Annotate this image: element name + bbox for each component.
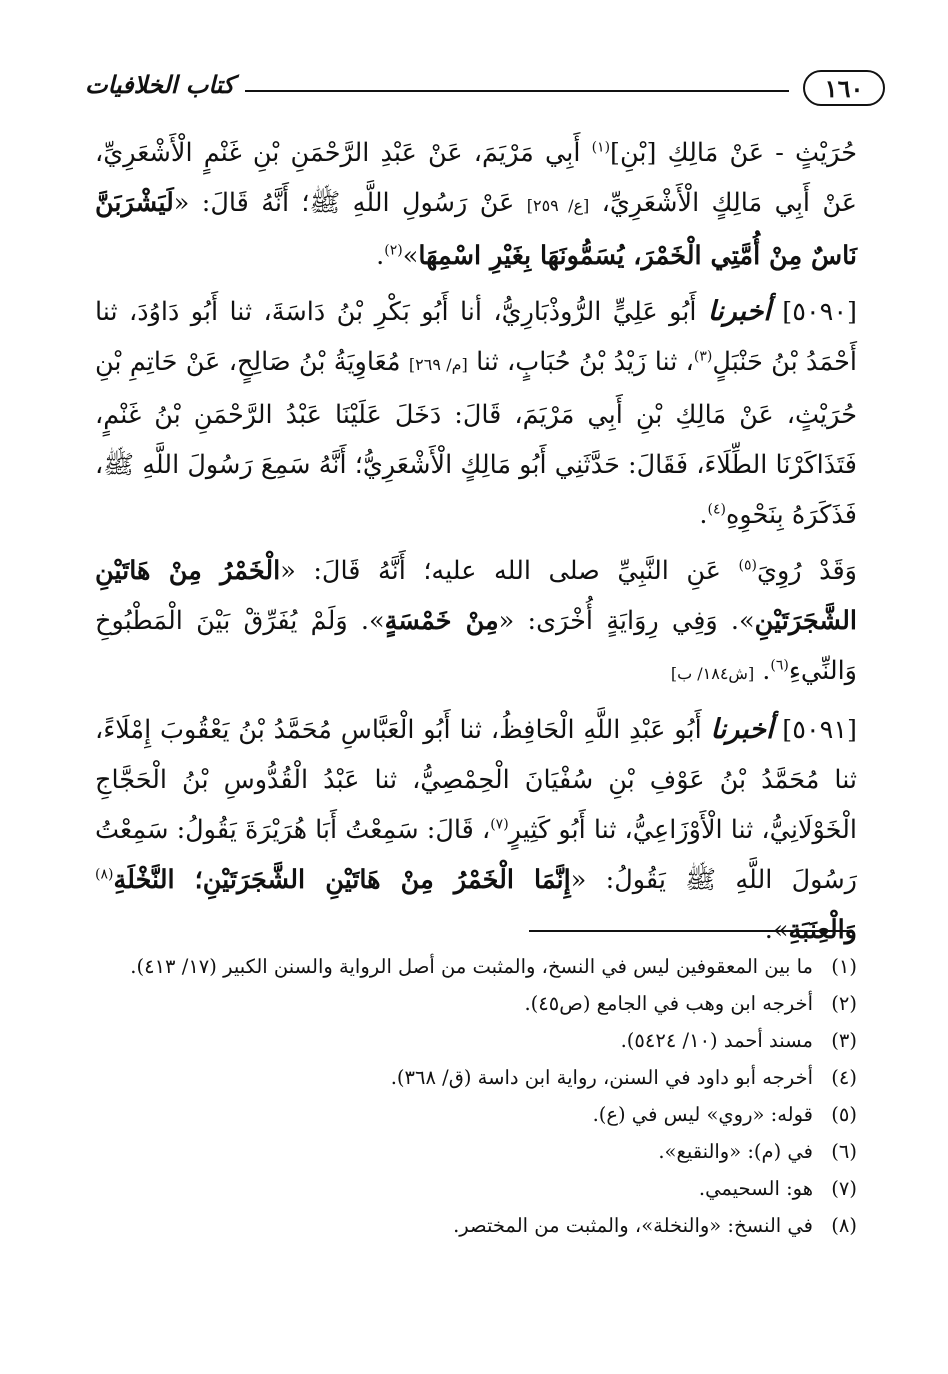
manuscript-ref: [ع/ ٢٥٩] bbox=[526, 196, 590, 215]
footnote bbox=[95, 1170, 857, 1207]
text: وَقَدْ رُوِيَ bbox=[757, 556, 858, 586]
hadith-number: [٥٠٩١] bbox=[782, 715, 857, 745]
text: ، ثنا زَيْدُ بْنُ حُبَابٍ، ثنا bbox=[467, 347, 694, 377]
footnote bbox=[95, 948, 857, 985]
footnote-text: ما بين المعقوفين ليس في النسخ، والمثبت من أصل الرواية والسنن الكبير (١٧/ ٤١٣). bbox=[130, 955, 813, 978]
akhbarana-label: أخبرنا bbox=[707, 296, 771, 327]
paragraph-5090 bbox=[95, 287, 857, 540]
hadith-quote: الْخَمْرُ مِنْ هَاتَيْنِ الشَّجَرَتَيْنِ bbox=[95, 556, 857, 636]
text: أَبِي مَرْيَمَ، عَنْ عَبْدِ الرَّحْمَنِ بْنِ غَنْمٍ الْأَشْعَرِيِّ، عَنْ أَبِي مَالِكٍ الْأَشْعَرِيِّ، bbox=[95, 138, 857, 218]
footnote-ref-1: (١) bbox=[591, 139, 611, 156]
footnote-text: في (م): «والنقيع». bbox=[658, 1140, 813, 1163]
header-rule bbox=[245, 90, 789, 92]
hadith-quote: مِنْ خَمْسَةٍ bbox=[384, 606, 499, 636]
footnote-number: (٦) bbox=[831, 1140, 857, 1163]
footnotes bbox=[95, 948, 857, 1244]
text: عَنْ رَسُولِ اللَّهِ ﷺ؛ أَنَّهُ قَالَ: « bbox=[173, 188, 527, 218]
text: ، قَالَ: سَمِعْتُ أَبَا هُرَيْرَةَ يَقُولُ: سَمِعْتُ رَسُولَ اللَّهِ ﷺ يَقُولُ: « bbox=[95, 815, 857, 895]
hadith-number: [٥٠٩٠] bbox=[782, 297, 857, 327]
text: مُعَاوِيَةُ بْنُ صَالِحٍ، عَنْ حَاتِمِ بْنِ حُرَيْثٍ، عَنْ مَالِكِ بْنِ أَبِي مَرْيَمَ، قَالَ: دَخَلَ عَلَيْنَا عَبْدُ الرَّحْمَنِ بْنُ غَنْمٍ، فَتَذَاكَرْنَا الطِّلَاءَ، فَقَالَ: حَدَّثَنِي أَبُو مَالِكٍ الْأَشْعَرِيُّ؛ أَنَّهُ سَمِعَ رَسُولَ اللَّهِ ﷺ، فَذَكَرَهُ بِنَحْوِهِ bbox=[95, 347, 857, 530]
hadith-quote: وَالْعِنَبَةِ bbox=[788, 915, 857, 945]
footnote-ref-5: (٥) bbox=[738, 557, 757, 574]
text: . bbox=[376, 241, 385, 271]
footnote-number: (١) bbox=[831, 955, 857, 978]
akhbarana-label: أخبرنا bbox=[710, 714, 774, 745]
text: ». وَفِي رِوَايَةٍ أُخْرَى: « bbox=[498, 606, 755, 636]
text: . bbox=[754, 656, 771, 686]
footnote-text: في النسخ: «والنخلة»، والمثبت من المختصر. bbox=[453, 1214, 813, 1237]
footnote-text: أخرجه أبو داود في السنن، رواية ابن داسة (ق/ ٣٦٨). bbox=[390, 1066, 813, 1089]
text: ». وَلَمْ يُفَرِّقْ بَيْنَ الْمَطْبُوخِ وَالنِّيءِ bbox=[95, 606, 857, 686]
footnote bbox=[95, 1096, 857, 1133]
page-number: ١٦٠ bbox=[803, 70, 885, 106]
paragraph-1 bbox=[95, 128, 857, 281]
text: ». bbox=[764, 915, 789, 945]
footnote bbox=[95, 1022, 857, 1059]
footnote bbox=[95, 1133, 857, 1170]
book-title: كتاب الخلافيات bbox=[85, 70, 235, 99]
footnote-number: (٤) bbox=[831, 1066, 857, 1089]
footnote-text: أخرجه ابن وهب في الجامع (ص٤٥). bbox=[524, 992, 813, 1015]
footnote-number: (٨) bbox=[831, 1214, 857, 1237]
hadith-quote: لَيَشْرَبَنَّ نَاسٌ مِنْ أُمَّتِي الْخَمْرَ، يُسَمُّونَهَا بِغَيْرِ اسْمِهَا bbox=[95, 188, 857, 271]
manuscript-ref: [م/ ٢٦٩] bbox=[408, 355, 468, 374]
text: عَنِ النَّبِيِّ صلى الله عليه؛ أَنَّهُ قَالَ: « bbox=[280, 556, 739, 586]
footnote-text: قوله: «روي» ليس في (ع). bbox=[592, 1103, 813, 1126]
text: أَبُو عَلِيٍّ الرُّوذْبَارِيُّ، أنا أَبُو بَكْرِ بْنُ دَاسَةَ، ثنا أَبُو دَاوُدَ، ثنا أَحْمَدُ بْنُ حَنْبَلٍ bbox=[95, 297, 857, 377]
text: . bbox=[699, 500, 708, 530]
text: أَبُو عَبْدِ اللَّهِ الْحَافِظُ، ثنا أَبُو الْعَبَّاسِ مُحَمَّدُ بْنُ يَعْقُوبَ إِمْلَاءً، ثنا مُحَمَّدُ بْنُ عَوْفِ بْنِ سُفْيَانَ الْحِمْصِيُّ، ثنا عَبْدُ الْقُدُّوسِ بْنُ الْحَجَّاجِ الْخَوْلَانِيُّ، ثنا الْأَوْزَاعِيُّ، ثنا أَبُو كَثِيرٍ bbox=[95, 715, 857, 845]
page-header bbox=[85, 68, 885, 112]
footnote-number: (٧) bbox=[831, 1177, 857, 1200]
footnote-number: (٣) bbox=[831, 1029, 857, 1052]
footnote-ref-2: (٢) bbox=[384, 242, 403, 259]
footnote-ref-4: (٤) bbox=[707, 501, 726, 518]
manuscript-ref: [ش١٨٤/ ب] bbox=[670, 664, 755, 683]
footnote-separator bbox=[529, 930, 853, 932]
footnote-text: هو: السحيمي. bbox=[698, 1177, 813, 1200]
footnote bbox=[95, 1207, 857, 1244]
text: » bbox=[402, 241, 419, 271]
footnote-ref-6: (٦) bbox=[770, 657, 789, 674]
paragraph-5091 bbox=[95, 705, 857, 955]
hadith-quote: إِنَّمَا الْخَمْرُ مِنْ هَاتَيْنِ الشَّجَرَتَيْنِ؛ النَّخْلَةِ bbox=[113, 865, 571, 895]
main-text bbox=[95, 128, 857, 961]
footnote-ref-8: (٨) bbox=[95, 866, 114, 883]
footnote bbox=[95, 985, 857, 1022]
footnote-text: مسند أحمد (١٠/ ٥٤٢٤). bbox=[620, 1029, 813, 1052]
footnote bbox=[95, 1059, 857, 1096]
footnote-number: (٢) bbox=[831, 992, 857, 1015]
footnote-ref-7: (٧) bbox=[490, 816, 509, 833]
paragraph-3 bbox=[95, 546, 857, 699]
footnote-ref-3: (٣) bbox=[693, 348, 713, 365]
footnote-number: (٥) bbox=[831, 1103, 857, 1126]
text: حُرَيْثٍ - عَنْ مَالِكِ [بْنِ] bbox=[610, 138, 857, 168]
